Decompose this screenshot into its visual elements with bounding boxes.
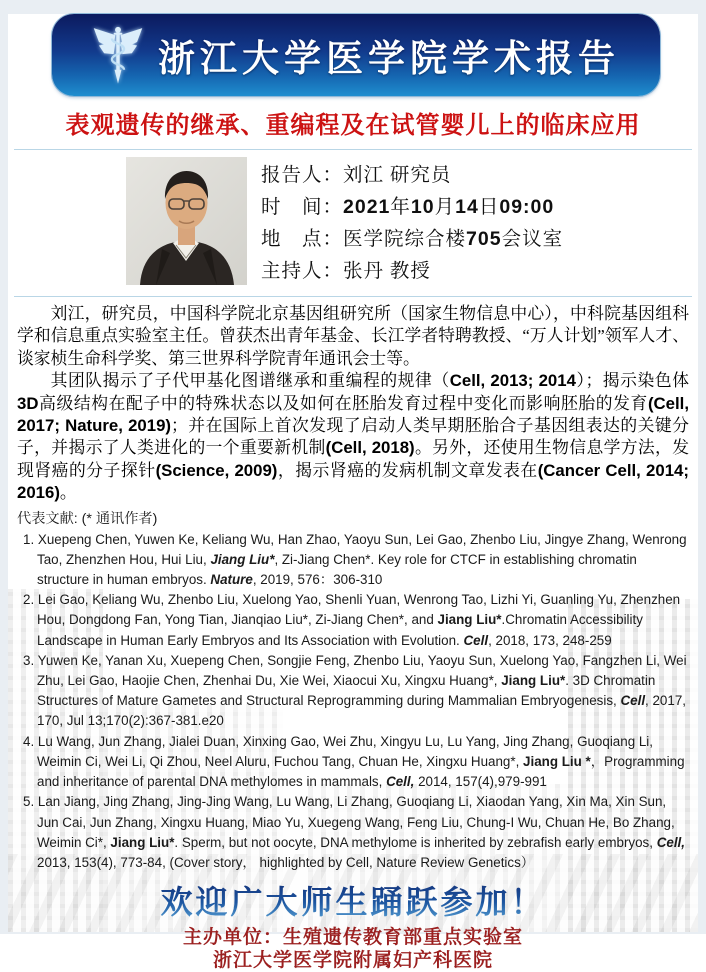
info-venue: 地 点：医学院综合楼705会议室 [261,228,564,250]
lecture-title: 表观遗传的继承、重编程及在试管婴儿上的临床应用 [65,113,641,139]
speaker-info-section [126,157,698,287]
references-header: 代表文献: (* 通讯作者) [17,510,158,527]
info-time: 时 间：2021年10月14日09:00 [261,196,555,218]
caduceus-icon [92,24,144,86]
speaker-info-lines [261,157,563,283]
reference-1: 1. Xuepeng Chen, Yuwen Ke, Keliang Wu, Han Zhao, Yaoyu Sun, Lei Gao, Zhenbo Liu, Jingye Zhang, Wenrong Tao, Zhenzhen Hou, Hui Liu, Jiang Liu*, Zi-Jiang Chen*. Key role for CTCF in establishing chromatin structure in human embryos. Nature, 2019, 576：306-310 [23,531,687,588]
organizer-line: 主办单位：生殖遗传教育部重点实验室 [182,927,523,949]
poster-content [8,14,698,972]
reference-2: 2. Lei Gao, Keliang Wu, Zhenbo Liu, Xuelong Yao, Shenli Yuan, Wenrong Tao, Lizhi Yi, Guanling Yu, Zhenzhen Hou, Dongdong Fan, Yong Tian, Jianqiao Liu*, Zi-Jiang Chen*, and Jiang Liu*.Chromatin Accessibility Landscape in Human Early Embryos and Its Association with Evolution. Cell, 2018, 173, 248-259 [23,592,681,648]
info-host: 主持人：张丹 教授 [261,261,431,282]
divider-info [14,296,692,297]
info-speaker: 报告人：刘江 研究员 [261,165,452,186]
reference-3: 3. Yuwen Ke, Yanan Xu, Xuepeng Chen, Songjie Feng, Zhenbo Liu, Yaoyu Sun, Xuelong Yao, Fangzhen Li, Wei Zhu, Lei Gao, Haojie Chen, Zhenhai Du, Xie Wei, Xiaocui Xu, Xingxu Huang*, Jiang Liu*. 3D Chromatin Structures of Mature Gametes and Structural Reprogramming during Mammalian Embryogenesis, Cell, 2017, 170, Jul 13;170(2):367-381.e20 [23,652,687,729]
speaker-photo [126,157,247,285]
reference-4: 4. Lu Wang, Jun Zhang, Jialei Duan, Xinxing Gao, Wei Zhu, Xingyu Lu, Lu Yang, Jing Zhang, Guoqiang Li, Weimin Ci, Wei Li, Qi Zhou, Neel Aluru, Fuchou Tang, Chuan He, Xingxu Huang*, Jiang Liu *，Programming and inheritance of parental DNA methylomes in mammals, Cell, 2014, 157(4),979-991 [23,733,685,790]
header-banner [52,14,660,96]
speaker-biography [17,303,689,505]
bio-paragraph-1: 刘江，研究员，中国科学院北京基因组研究所（国家生物信息中心），中科院基因组科学和信息重点实验室主任。曾获杰出青年基金、长江学者特聘教授、“万人计划”领军人才、谈家桢生命科学奖、第三世界科学院青年通讯会士等。 [17,304,689,368]
banner-title: 浙江大学医学院学术报告 [158,38,620,79]
divider-top [14,149,692,150]
reference-5: 5. Lan Jiang, Jing Zhang, Jing-Jing Wang, Lu Wang, Li Zhang, Guoqiang Li, Xiaodan Yang, Xin Ma, Xin Sun, Jun Cai, Jun Zhang, Xingxu Huang, Miao Yu, Xuegeng Wang, Feng Liu, Chung-I Wu, Chuan He, Bo Zhang, Weimin Ci*, Jiang Liu*. Sperm, but not oocyte, DNA methylome is inherited by zebrafish early embryos, Cell, 2013, 153(4), 773-84, (Cover story， highlighted by Cell, Nature Review Genetics） [23,794,685,870]
hospital-line: 浙江大学医学院附属妇产科医院 [212,950,493,972]
bio-paragraph-2: 其团队揭示了子代甲基化图谱继承和重编程的规律（Cell, 2013; 2014）；揭示染色体3D高级结构在配子中的特殊状态以及如何在胚胎发育过程中变化而影响胚胎的发育(Cell, 2017; Nature, 2019)；并在国际上首次发现了启动人类早期胚胎合子基因组表达的关键分子，并揭示了人类进化的一个重要新机制(Cell, 2018)。另外，还使用生物信息学方法，发现肾癌的分子探针(Science, 2009)，揭示肾癌的发病机制文章发表在(Cancer Cell, 2014; 2016)。 [17,371,690,503]
references-list [17,530,691,873]
welcome-message: 欢迎广大师生踊跃参加！ [8,877,698,923]
